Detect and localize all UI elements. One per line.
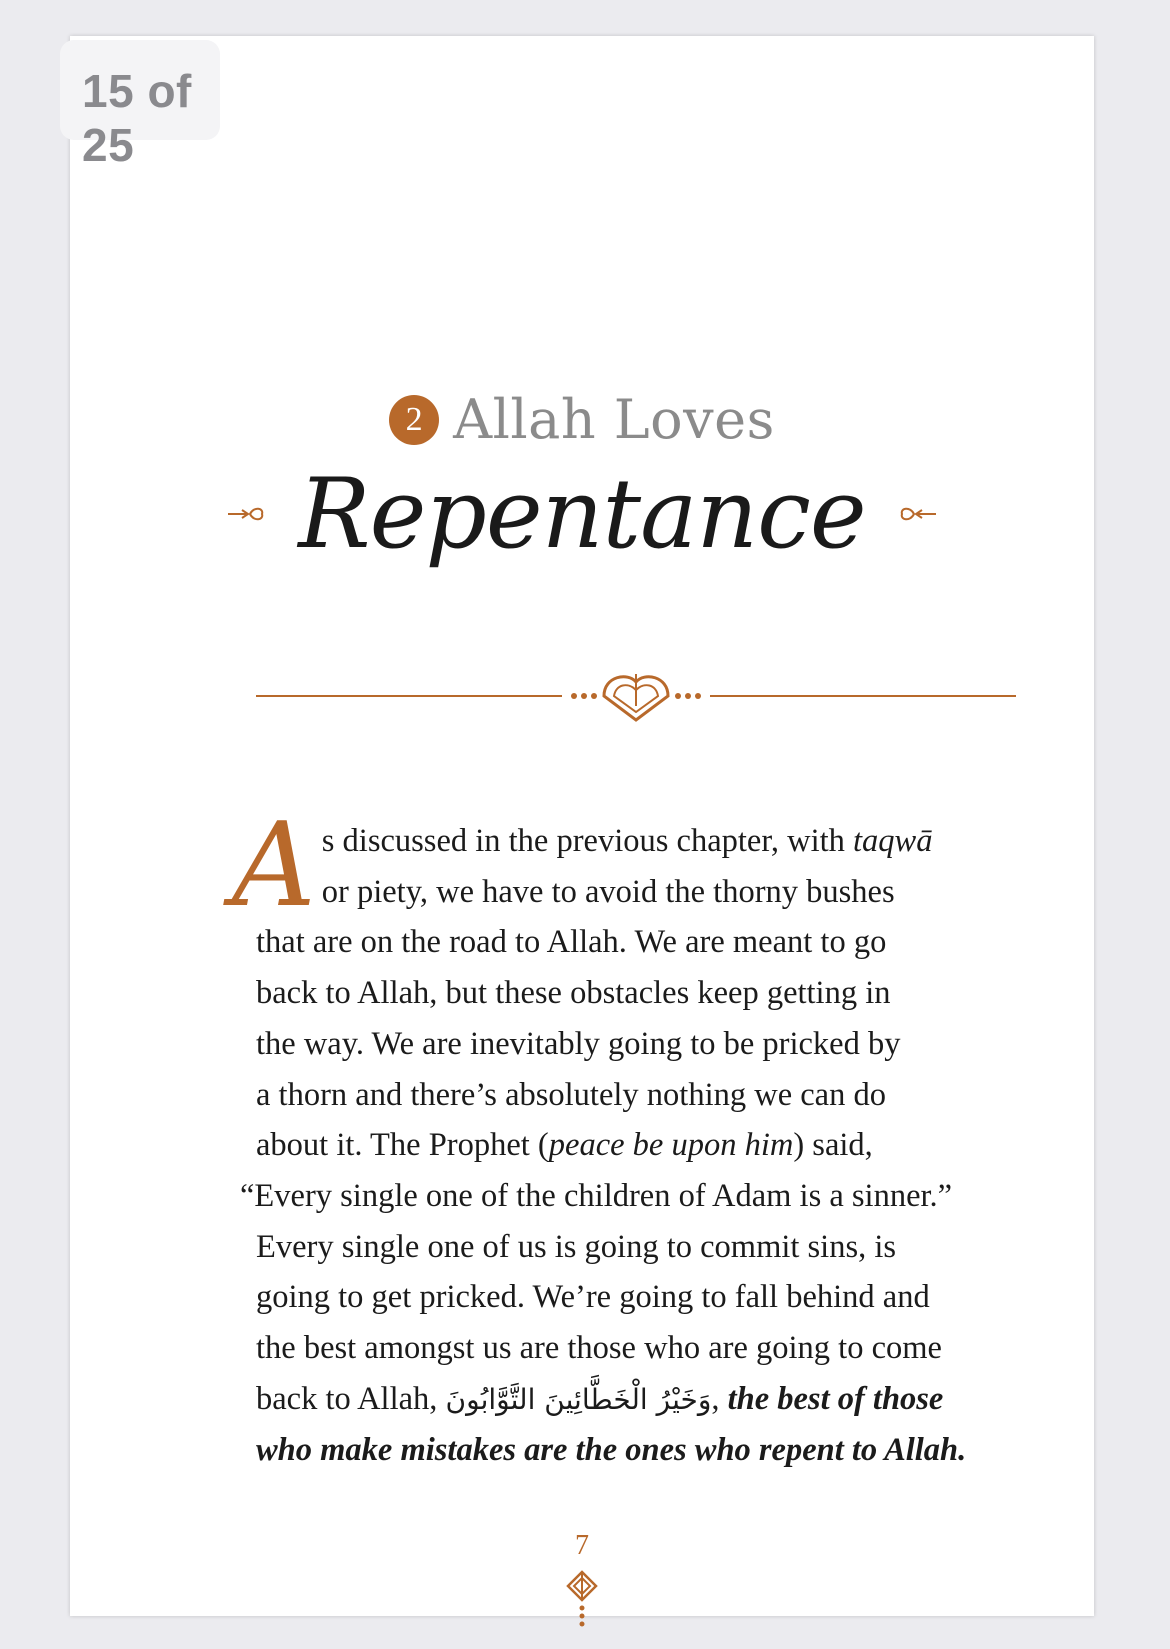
page-counter-badge: 15 of 25: [60, 40, 220, 140]
text-line: back to Allah, وَخَيْرُ الْخَطَّائِينَ التَّوَّابُونَ, the best of those: [256, 1380, 944, 1417]
chapter-number-badge: 2: [389, 395, 439, 445]
right-flourish-icon: [896, 504, 936, 524]
text-line: going to get pricked. We’re going to fall behind and: [256, 1279, 930, 1316]
page-number: 7: [575, 1530, 589, 1561]
text-line: Every single one of us is going to commit sins, is: [256, 1228, 897, 1265]
book-page: [70, 36, 1094, 1616]
left-flourish-icon: [228, 504, 268, 524]
chapter-pre-title: Allah Loves: [453, 388, 775, 451]
title-row: [70, 458, 1094, 570]
chapter-heading: [70, 388, 1094, 451]
text-line: back to Allah, but these obstacles keep getting in: [256, 975, 891, 1012]
text-line: “Every single one of the children of Adam is a sinner.”: [240, 1177, 953, 1214]
text-line: s discussed in the previous chapter, with taqwā: [321, 823, 933, 859]
chapter-title: Repentance: [298, 458, 866, 570]
page-footer: [70, 1530, 1094, 1628]
text-line: who make mistakes are the ones who repent to Allah.: [256, 1432, 967, 1469]
text-line: that are on the road to Allah. We are meant to go: [256, 924, 887, 961]
drop-cap: A: [232, 798, 316, 933]
text-line: the way. We are inevitably going to be pricked by: [256, 1025, 901, 1062]
text-line: about it. The Prophet (peace be upon him) said,: [256, 1127, 873, 1164]
footer-ornament-icon: [562, 1568, 602, 1628]
text-line: a thorn and there’s absolutely nothing we can do: [256, 1076, 886, 1113]
text-line: the best amongst us are those who are going to come: [256, 1330, 942, 1367]
text-line: or piety, we have to avoid the thorny bushes: [321, 873, 895, 910]
arabic-quote: وَخَيْرُ الْخَطَّائِينَ التَّوَّابُونَ: [445, 1382, 712, 1416]
body-paragraph: [232, 798, 1016, 1476]
ornamental-divider: [256, 666, 1016, 726]
